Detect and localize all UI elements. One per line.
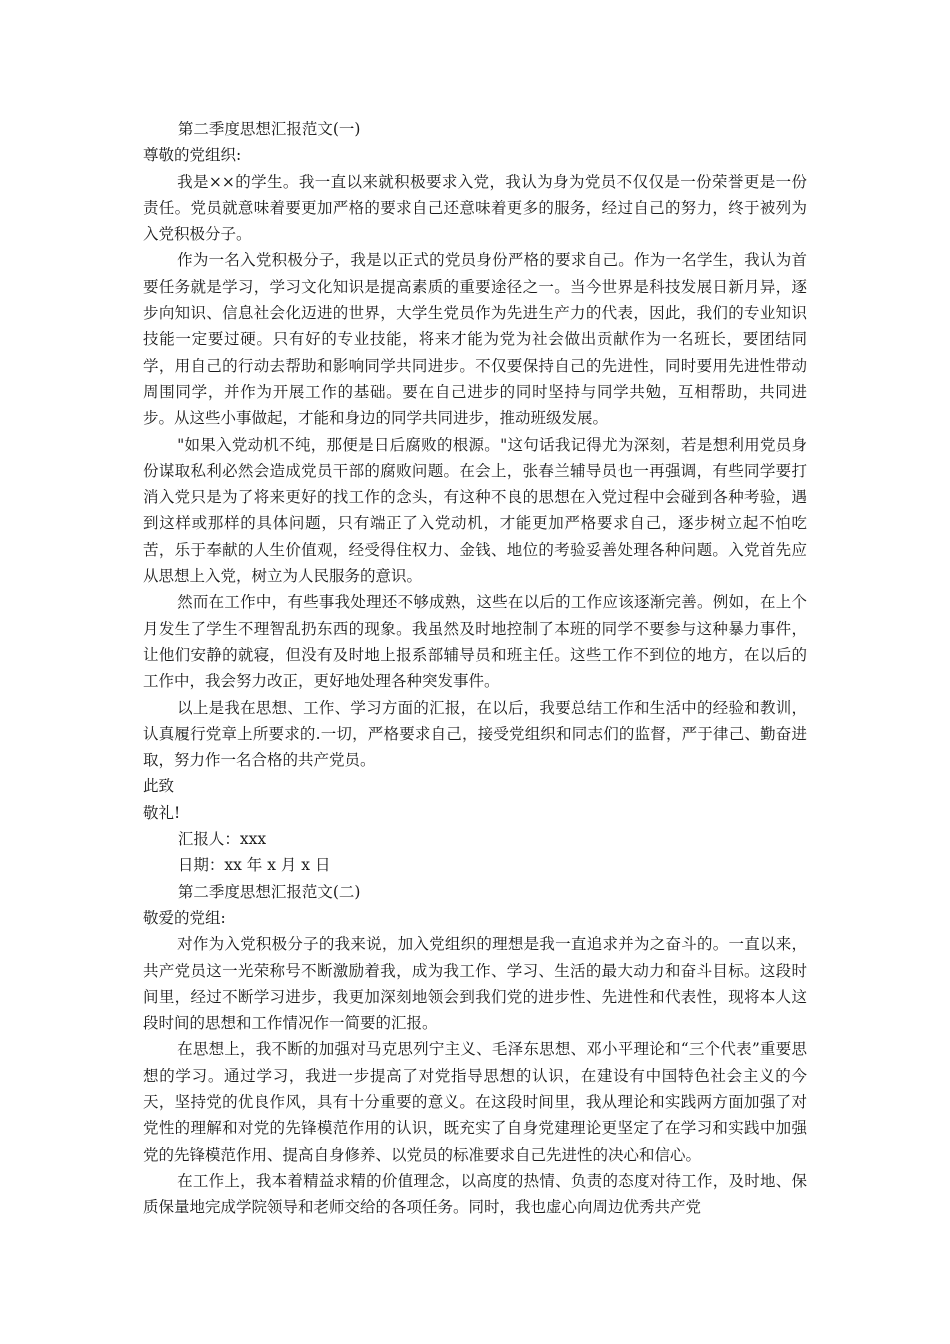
closing-salutation: 此致 bbox=[143, 777, 175, 796]
greeting-2: 敬爱的党组: bbox=[143, 908, 226, 927]
paragraph-8: 在工作上，我本着精益求精的价值理念，以高度的热情、负责的态度对待工作，及时地、保质保量地完成学院领导和老师交给的各项任务。同时，我也虚心向周边优秀共产党 bbox=[143, 1171, 807, 1217]
paragraph-3: "如果入党动机不纯，那便是日后腐败的根源。"这句话我记得尤为深刻，若是想利用党员身份谋取私利必然会造成党员干部的腐败问题。在会上，张春兰辅导员也一再强调，有些同学要打消入党只是为了将来更好的找工作的念头，有这种不良的思想在入党过程中会碰到各种考验，遇到这样或那样的具体问题，只有端正了入党动机，才能更加严格要求自己，逐步树立起不怕吃苦，乐于奉献的人生价值观，经受得住权力、金钱、地位的考验妥善处理各种问题。入党首先应从思想上入党，树立为人民服务的意识。 bbox=[143, 435, 807, 586]
paragraph-5: 以上是我在思想、工作、学习方面的汇报，在以后，我要总结工作和生活中的经验和教训，认真履行党章上所要求的.一切，严格要求自己，接受党组织和同志们的监督，严于律己、勤奋进取，努力作一名合格的共产党员。 bbox=[143, 698, 807, 770]
paragraph-2: 作为一名入党积极分子，我是以正式的党员身份严格的要求自己。作为一名学生，我认为首要任务就是学习，学习文化知识是提高素质的重要途径之一。当今世界是科技发展日新月异，逐步向知识、信息社会化迈进的世界，大学生党员作为先进生产力的代表，因此，我们的专业知识技能一定要过硬。只有好的专业技能，将来才能为党为社会做出贡献作为一名班长，要团结同学，用自己的行动去帮助和影响同学共同进步。不仅要保持自己的先进性，同时要用先进性带动周围同学，并作为开展工作的基础。要在自己进步的同时坚持与同学共勉，互相帮助，共同进步。从这些小事做起，才能和身边的同学共同进步，推动班级发展。 bbox=[143, 251, 807, 428]
closing-regards: 敬礼! bbox=[143, 803, 181, 822]
paragraph-1: 我是××的学生。我一直以来就积极要求入党，我认为身为党员不仅仅是一份荣誉更是一份责任。党员就意味着要更加严格的要求自己还意味着更多的服务，经过自己的努力，终于被列为入党积极分子。 bbox=[143, 172, 807, 244]
paragraph-4: 然而在工作中，有些事我处理还不够成熟，这些在以后的工作应该逐渐完善。例如，在上个月发生了学生不理智乱扔东西的现象。我虽然及时地控制了本班的同学不要参与这种暴力事件，让他们安静的就寝，但没有及时地上报系部辅导员和班主任。这些工作不到位的地方，在以后的工作中，我会努力改正，更好地处理各种突发事件。 bbox=[143, 593, 807, 691]
date-line: 日期：xx 年 x 月 x 日 bbox=[177, 856, 331, 875]
reporter-line: 汇报人：xxx bbox=[177, 830, 267, 849]
paragraph-7: 在思想上，我不断的加强对马克思列宁主义、毛泽东思想、邓小平理论和“三个代表”重要思想的学习。通过学习，我进一步提高了对党指导思想的认识，在建设有中国特色社会主义的今天，坚持党的优良作风，具有十分重要的意义。在这段时间里，我从理论和实践两方面加强了对党性的理解和对党的先锋模范作用的认识，既充实了自身党建理论更坚定了在学习和实践中加强党的先锋模范作用、提高自身修养、以党员的标准要求自己先进性的决心和信心。 bbox=[143, 1040, 807, 1164]
paragraph-6: 对作为入党积极分子的我来说，加入党组织的理想是我一直追求并为之奋斗的。一直以来，共产党员这一光荣称号不断激励着我，成为我工作、学习、生活的最大动力和奋斗目标。这段时间里，经过不断学习进步，我更加深刻地领会到我们党的进步性、先进性和代表性，现将本人这段时间的思想和工作情况作一简要的汇报。 bbox=[143, 935, 807, 1033]
doc-title-2: 第二季度思想汇报范文(二) bbox=[177, 882, 361, 901]
greeting-1: 尊敬的党组织: bbox=[143, 146, 242, 165]
doc-title-1: 第二季度思想汇报范文(一) bbox=[177, 120, 361, 138]
document-body bbox=[143, 116, 807, 1220]
